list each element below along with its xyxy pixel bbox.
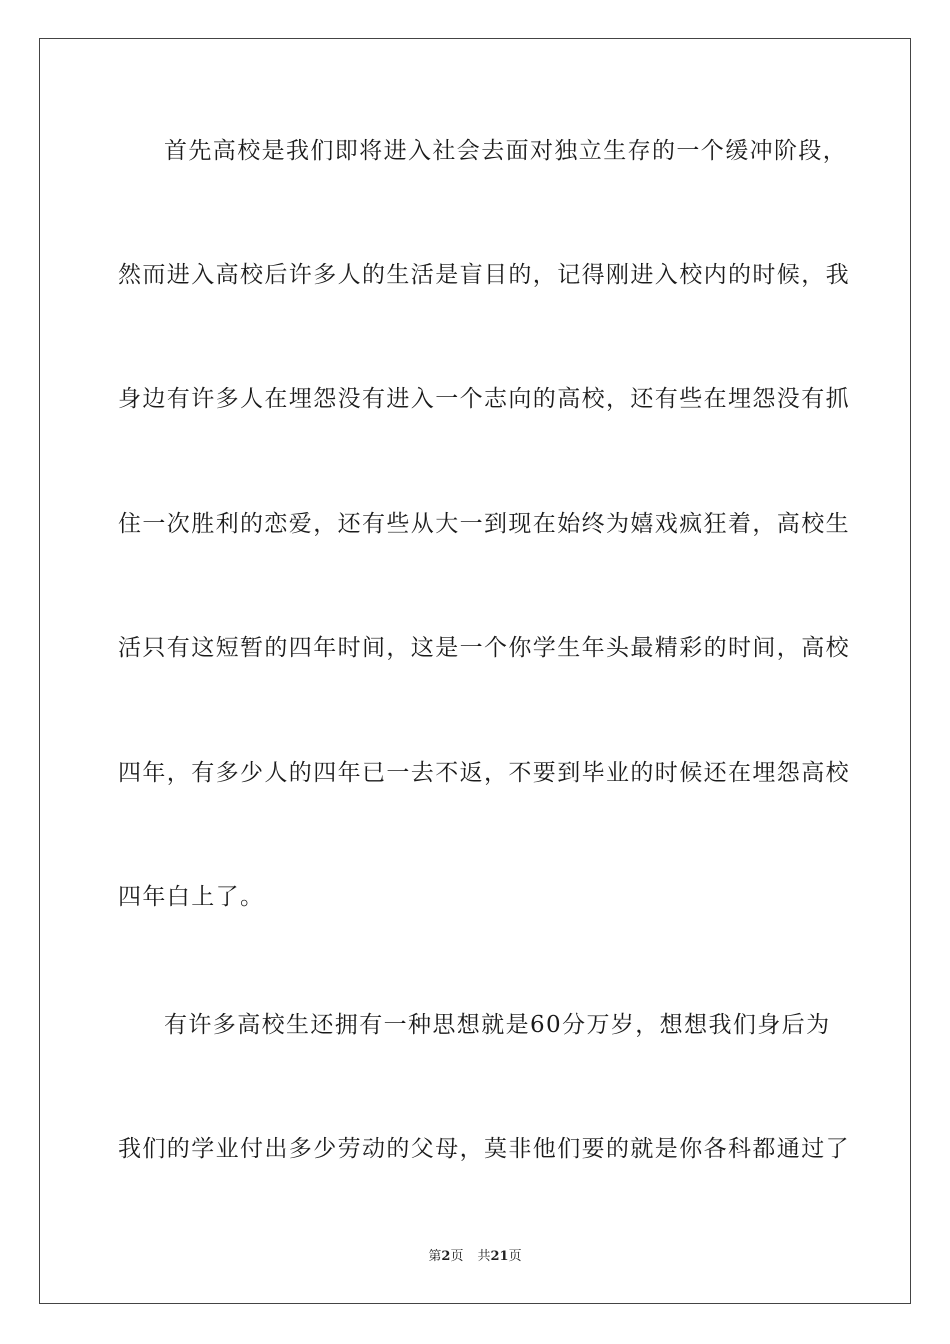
page-current: 2	[441, 1249, 451, 1264]
paragraph-1-line-3: 身边有许多人在埋怨没有进入一个志向的高校，还有些在埋怨没有抓	[118, 386, 850, 412]
paragraph-1-line-4: 住一次胜利的恋爱，还有些从大一到现在始终为嬉戏疯狂着，高校生	[118, 511, 850, 537]
paragraph-2-line-2: 我们的学业付出多少劳动的父母，莫非他们要的就是你各科都通过了	[118, 1136, 850, 1162]
paragraph-1-line-1: 首先高校是我们即将进入社会去面对独立生存的一个缓冲阶段，	[164, 138, 848, 164]
page-prefix: 第	[428, 1249, 442, 1264]
paragraph-1-line-2: 然而进入高校后许多人的生活是盲目的，记得刚进入校内的时候，我	[118, 262, 850, 288]
paragraph-1-line-6: 四年，有多少人的四年已一去不返，不要到毕业的时候还在埋怨高校	[118, 760, 850, 786]
page-total: 21	[490, 1249, 509, 1264]
paragraph-2-line-1: 有许多高校生还拥有一种思想就是60分万岁，想想我们身后为	[164, 1012, 831, 1038]
page-footer	[0, 1248, 950, 1266]
paragraph-1-line-7: 四年白上了。	[118, 884, 265, 910]
paragraph-1-line-5: 活只有这短暂的四年时间，这是一个你学生年头最精彩的时间，高校	[118, 635, 850, 661]
page-suffix: 页	[450, 1249, 464, 1264]
page-frame	[39, 38, 911, 1304]
total-suffix: 页	[508, 1249, 522, 1264]
total-prefix: 共	[477, 1249, 491, 1264]
